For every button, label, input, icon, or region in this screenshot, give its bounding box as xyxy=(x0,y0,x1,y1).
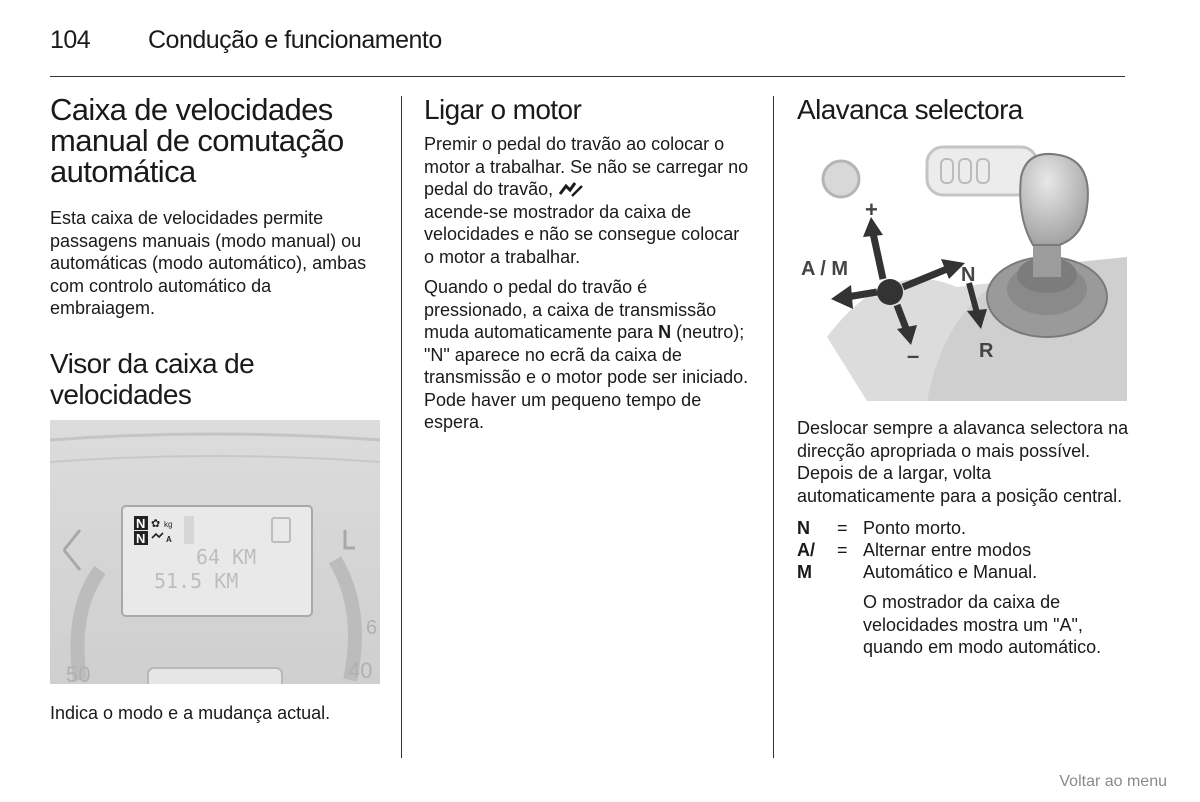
trip-distance-2: 51.5 KM xyxy=(154,568,239,593)
column-divider xyxy=(401,96,402,758)
figure-caption: Indica o modo e a mudança actual. xyxy=(50,702,331,723)
lever-label-plus: + xyxy=(865,197,878,222)
lever-label-n: N xyxy=(961,264,976,286)
column-divider xyxy=(773,96,774,758)
unit-label: kg xyxy=(164,519,173,529)
paragraph-start-engine: Premir o pedal do travão ao colocar o motor a trabalhar. Se não se carregar no pedal do travão, acende-se mostrador da caixa de velocidades e não se consegue colocar o motor a trabalhar. xyxy=(424,134,749,267)
definition-note: O mostrador da caixa de velocidades mostra um "A", quando em modo automático. xyxy=(863,592,1102,657)
mode-indicator: A xyxy=(166,534,172,544)
column-1 xyxy=(50,94,380,724)
column-3 xyxy=(797,94,1132,659)
definition-list xyxy=(797,517,1132,583)
page-header xyxy=(50,26,1125,77)
section-title: Caixa de velocidades manual de comutação automática xyxy=(50,92,344,189)
brake-pedal-icon xyxy=(558,180,584,198)
lever-label-minus: – xyxy=(907,343,920,368)
section-title: Ligar o motor xyxy=(424,94,582,125)
intro-paragraph: Deslocar sempre a alavanca selectora na direcção apropriada o mais possível. Depois de a largar, volta automaticamente para a posição central. xyxy=(797,418,1129,506)
gauge-right-top-number: 6 xyxy=(366,616,378,639)
lever-label-am: A / M xyxy=(801,258,849,280)
gauge-left-number: 50 xyxy=(66,661,91,684)
intro-paragraph: Esta caixa de velocidades permite passagens manuais (modo manual) ou automáticas (modo automático), ambas com controlo automático da embraiagem. xyxy=(50,208,367,318)
column-2 xyxy=(424,94,754,434)
subsection-title: Visor da caixa de velocidades xyxy=(50,347,255,410)
selector-lever-illustration xyxy=(797,137,1127,401)
gauge-right-number: 40 xyxy=(348,657,373,683)
list-item: M Automático e Manual. xyxy=(797,562,1038,582)
list-item: N = Ponto morto. xyxy=(797,518,967,538)
gear-indicator-top: N xyxy=(136,515,146,531)
gear-icon: ✿ xyxy=(151,516,161,530)
list-item: A/ = Alternar entre modos xyxy=(797,540,1032,560)
paragraph-brake-pressed: Quando o pedal do travão é pressionado, a caixa de transmissão muda automaticamente para N (neutro); "N" aparece no ecrã da caixa de transmissão e o motor pode ser iniciado. Pode haver um pequeno tempo de espera. xyxy=(424,277,749,432)
gear-indicator-bottom: N xyxy=(136,530,146,546)
section-title: Alavanca selectora xyxy=(797,94,1023,125)
lever-label-r: R xyxy=(979,340,994,362)
chapter-title: Condução e funcionamento xyxy=(148,26,442,54)
page-number: 104 xyxy=(50,26,91,54)
trip-distance-1: 64 KM xyxy=(196,544,257,569)
back-to-menu-link[interactable]: Voltar ao menu xyxy=(1059,773,1167,790)
gearbox-display-illustration xyxy=(50,420,380,684)
